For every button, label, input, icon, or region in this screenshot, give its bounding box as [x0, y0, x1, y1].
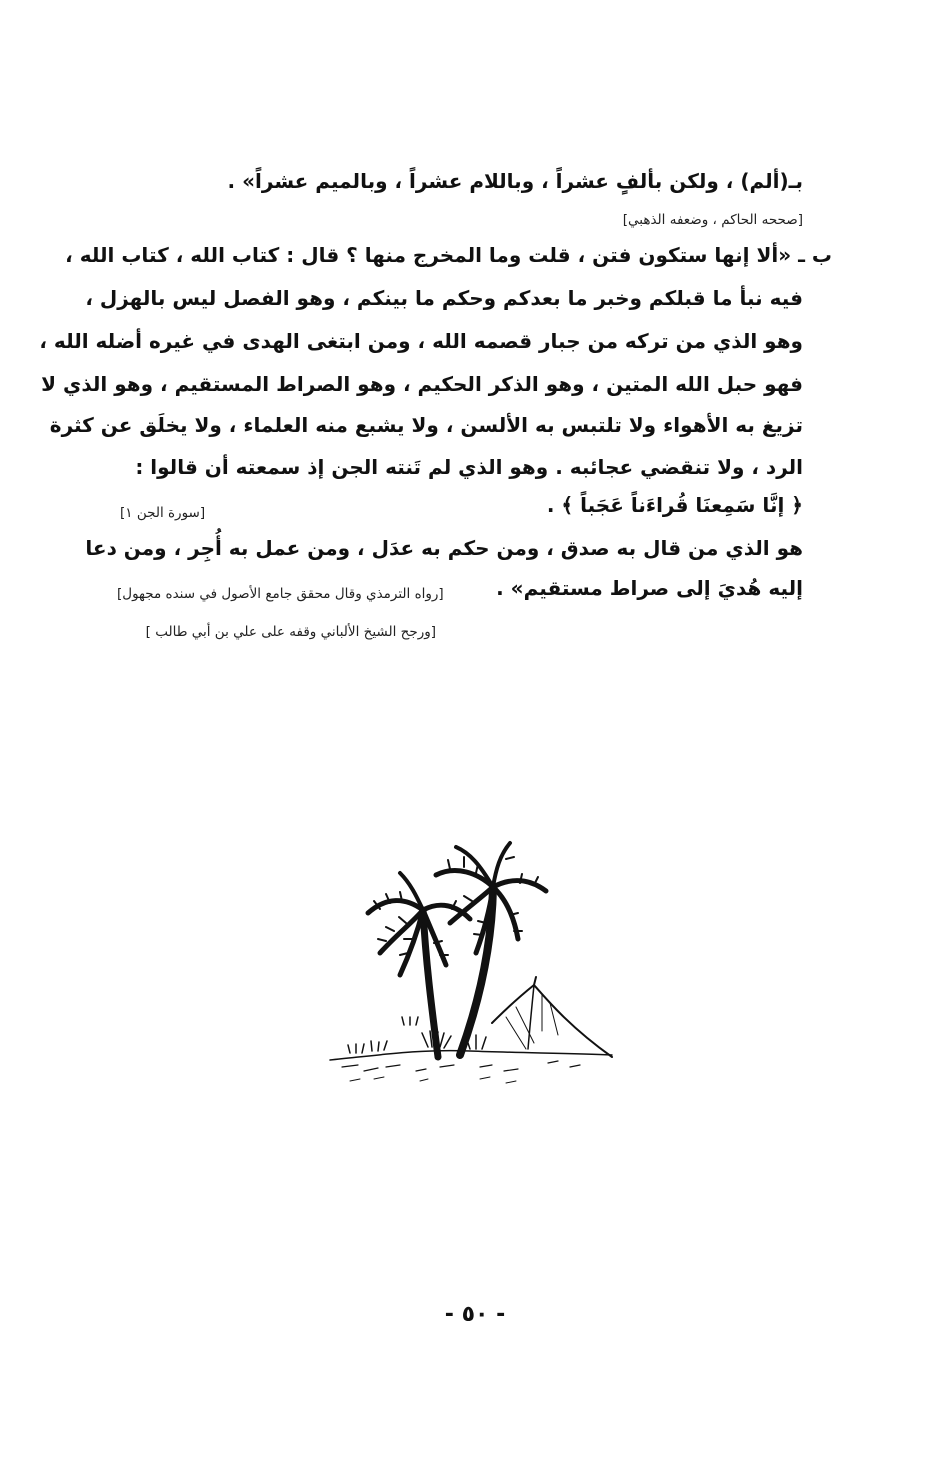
palm-trees-tent-illustration: [320, 835, 620, 1090]
text-line-7: الرد ، ولا تنقضي عجائبه . وهو الذي لم تَنته الجن إذ سمعته أن قالوا :: [135, 455, 803, 479]
text-line-10: إليه هُديَ إلى صراط مستقيم» .: [496, 576, 803, 600]
text-line-2: ب ـ «ألا إنها ستكون فتن ، قلت وما المخرج منها ؟ قال : كتاب الله ، كتاب الله ،: [65, 243, 832, 267]
page-number: - ٥٠ -: [444, 1302, 506, 1327]
text-line-6: تزيغ به الأهواء ولا تلتبس به الألسن ، ولا يشبع منه العلماء ، ولا يخلَق عن كثرة: [49, 413, 803, 437]
text-line-1: بـ(ألم) ، ولكن بألفٍ عشراً ، وباللام عشراً ، وبالميم عشراً» .: [227, 169, 803, 193]
quran-verse: ﴿ إنَّا سَمِعنَا قُراءَناً عَجَباً ﴾ .: [546, 493, 803, 517]
citation-hakim: [صححه الحاكم ، وضعفه الذهبي]: [622, 212, 803, 228]
citation-albani: [ورجح الشيخ الألباني وقفه على علي بن أبي طالب ]: [145, 624, 436, 640]
text-line-5: فهو حبل الله المتين ، وهو الذكر الحكيم ، وهو الصراط المستقيم ، وهو الذي لا: [41, 372, 803, 396]
text-line-3: فيه نبأ ما قبلكم وخبر ما بعدكم وحكم ما بينكم ، وهو الفصل ليس بالهزل ،: [85, 286, 803, 310]
text-line-9: هو الذي من قال به صدق ، ومن حكم به عدَل ، ومن عمل به أُجِر ، ومن دعا: [85, 536, 803, 560]
citation-tirmidhi: [رواه الترمذي وقال محقق جامع الأصول في سنده مجهول]: [117, 586, 444, 602]
citation-surah: [سورة الجن ١]: [120, 505, 206, 521]
text-line-4: وهو الذي من تركه من جبار قصمه الله ، ومن ابتغى الهدى في غيره أضله الله ،: [39, 329, 803, 353]
